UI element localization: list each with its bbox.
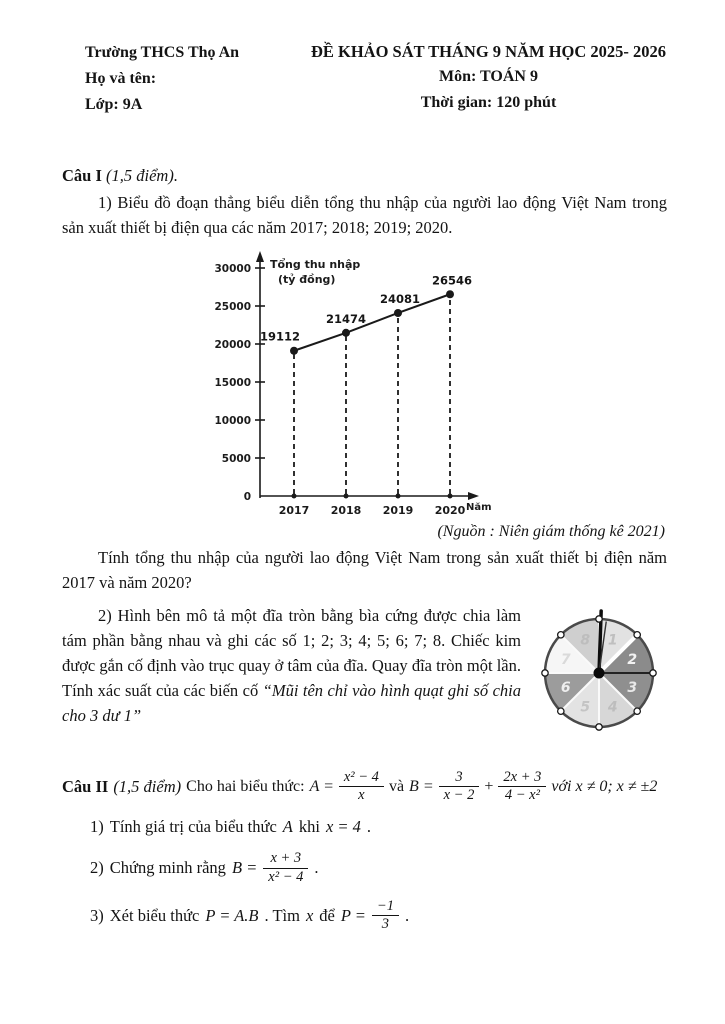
expr-A-lhs: A = — [309, 777, 334, 795]
part2-event: “Mũi tên chỉ vào hình quạt ghi số chia cho 3 dư 1” — [62, 681, 521, 725]
question1-heading — [62, 166, 667, 186]
svg-text:6: 6 — [560, 679, 571, 696]
svg-text:7: 7 — [560, 652, 571, 669]
svg-text:20000: 20000 — [214, 339, 251, 351]
question2-points: (1,5 điểm) — [113, 776, 182, 796]
svg-text:2019: 2019 — [382, 504, 414, 517]
svg-text:26546: 26546 — [431, 273, 473, 288]
income-chart-block — [212, 244, 512, 539]
svg-text:5000: 5000 — [221, 453, 251, 465]
svg-text:21474: 21474 — [325, 311, 367, 326]
svg-text:Năm: Năm — [466, 502, 492, 513]
expr-A-fraction: $\frac{\text{x² − 4}}{x}$ — [339, 770, 384, 803]
expr-B-fraction-1: $\frac{3}{x - 2}$ — [439, 770, 480, 803]
exam-header — [85, 40, 667, 118]
svg-text:30000: 30000 — [214, 263, 251, 275]
svg-text:Tổng thu nhập: Tổng thu nhập — [270, 258, 361, 271]
svg-text:5: 5 — [580, 699, 591, 716]
chart-source-caption: (Nguồn : Niên giám thống kê 2021) — [437, 523, 665, 540]
svg-text:10000: 10000 — [214, 415, 251, 427]
svg-text:8: 8 — [580, 632, 591, 649]
exam-subject: Môn: TOÁN 9 — [439, 68, 538, 85]
spinner-wheel-figure — [535, 593, 667, 739]
condition-text: với x ≠ 0; x ≠ ±2 — [551, 777, 658, 795]
expr-B-lhs: B = — [409, 777, 434, 795]
question2-heading-line — [62, 770, 667, 803]
and-word: và — [388, 777, 405, 795]
header-exam-block — [310, 40, 667, 118]
question2-label: Câu II — [62, 776, 109, 796]
svg-text:(tỷ đồng): (tỷ đồng) — [278, 273, 336, 286]
header-school-block — [85, 40, 310, 118]
exam-title: ĐỀ KHẢO SÁT THÁNG 9 NĂM HỌC 2025- 2026 — [310, 42, 667, 61]
svg-text:2020: 2020 — [434, 504, 466, 517]
svg-text:2: 2 — [627, 652, 638, 669]
svg-text:25000: 25000 — [214, 301, 251, 313]
svg-text:2017: 2017 — [278, 504, 310, 517]
item3-fraction: $\frac{-1}{3}$ — [372, 899, 399, 932]
question1-points: (1,5 điểm). — [106, 166, 178, 185]
plus-sign: + — [484, 777, 494, 795]
part2-statement: 2) Hình bên mô tả một đĩa tròn bằng bìa cứng được chia làm tám phần bằng nhau và ghi các số 1; 2; 3; 4; 5; 6; 7; 8. Chiếc kim được gắn cố định vào trục quay ở tâm của đĩa. Quay đĩa tròn một lần. Tính xác suất của các biến cố — [62, 606, 521, 700]
question2-intro: Cho hai biểu thức: — [186, 777, 305, 795]
expr-B-fraction-2: $\frac{2x + 3}{\text{4 − x²}}$ — [498, 770, 546, 803]
item2-fraction: $\frac{x + 3}{\text{x² − 4}}$ — [263, 851, 308, 884]
exam-body — [62, 166, 667, 932]
school-name: Trường THCS Thọ An — [85, 44, 240, 61]
spinner-wheel — [535, 593, 667, 739]
svg-text:3: 3 — [627, 679, 638, 696]
question2-item-3: 3) Xét biểu thức P = A.B . Tìm x để P = $\frac{-1}{3}$ . — [90, 897, 410, 933]
svg-text:2018: 2018 — [330, 504, 362, 517]
question1-part2 — [62, 603, 667, 728]
svg-text:19112: 19112 — [259, 329, 301, 344]
svg-text:24081: 24081 — [379, 291, 421, 306]
exam-duration: Thời gian: 120 phút — [420, 94, 557, 111]
question1-part1-question: Tính tổng thu nhập của người lao động Việt Nam trong sản xuất thiết bị điện năm 2017 và năm 2020? — [62, 548, 667, 592]
question2-item-1: 1) Tính giá trị của biểu thức A khi x = 4 . — [90, 817, 372, 837]
class-label: Lớp: 9A — [85, 96, 143, 113]
question1-part1-text: 1) Biểu đồ đoạn thẳng biểu diễn tổng thu nhập của người lao động Việt Nam trong sản xuất thiết bị điện qua các năm 2017; 2018; 2019; 2020. — [62, 193, 667, 237]
student-name-label: Họ và tên: — [85, 70, 157, 87]
svg-text:1: 1 — [607, 632, 618, 649]
question2-item-2: 2) Chứng minh rằng B = $\frac{x + 3}{\text{x² − 4}}$ . — [90, 850, 319, 885]
svg-text:15000: 15000 — [214, 377, 251, 389]
question1-label: Câu I — [62, 166, 102, 185]
svg-text:0: 0 — [243, 491, 251, 503]
income-line-chart — [212, 244, 512, 534]
svg-text:4: 4 — [607, 699, 618, 716]
